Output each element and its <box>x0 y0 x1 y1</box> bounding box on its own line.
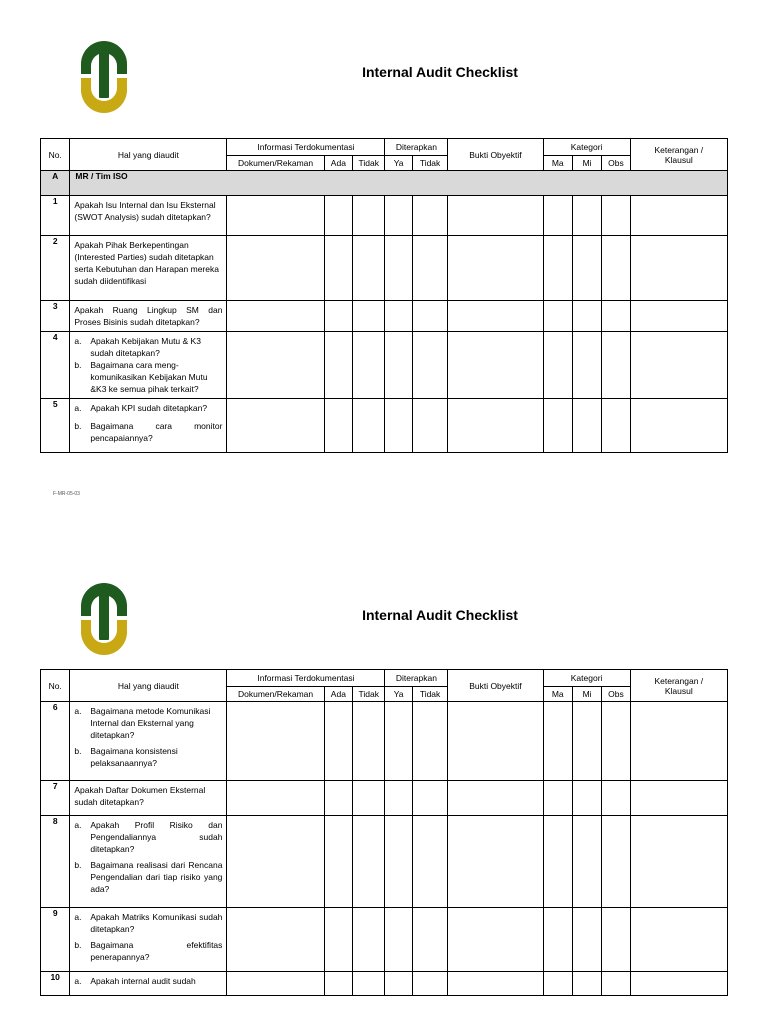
header-dokumen: Dokumen/Rekaman <box>227 156 324 171</box>
cell-ya[interactable] <box>385 399 412 453</box>
header-tidak-diterapkan: Tidak <box>412 156 447 171</box>
cell-dokumen[interactable] <box>227 301 324 332</box>
cell-ada[interactable] <box>324 908 352 972</box>
cell-tidak[interactable] <box>353 236 385 301</box>
cell-keterangan[interactable] <box>630 196 727 236</box>
cell-ma[interactable] <box>543 816 572 908</box>
cell-ma[interactable] <box>543 236 572 301</box>
cell-ya[interactable] <box>385 301 412 332</box>
cell-ma[interactable] <box>543 908 572 972</box>
cell-tidak-diterapkan[interactable] <box>412 702 447 781</box>
cell-ma[interactable] <box>543 702 572 781</box>
cell-ada[interactable] <box>324 399 352 453</box>
table-row <box>41 908 728 972</box>
cell-ma[interactable] <box>543 972 572 996</box>
cell-tidak-diterapkan[interactable] <box>412 196 447 236</box>
cell-bukti[interactable] <box>448 301 543 332</box>
cell-ma[interactable] <box>543 781 572 816</box>
cell-mi[interactable] <box>572 236 601 301</box>
cell-bukti[interactable] <box>448 816 543 908</box>
item-number: 2 <box>41 236 70 301</box>
cell-tidak-diterapkan[interactable] <box>412 236 447 301</box>
header-informasi: Informasi Terdokumentasi <box>227 670 385 687</box>
cell-mi[interactable] <box>572 301 601 332</box>
cell-keterangan[interactable] <box>630 781 727 816</box>
header-mi: Mi <box>572 156 601 171</box>
cell-dokumen[interactable] <box>227 781 324 816</box>
header-keterangan: Keterangan / Klausul <box>630 139 727 171</box>
header-diterapkan: Diterapkan <box>385 670 448 687</box>
cell-obs[interactable] <box>602 196 630 236</box>
cell-dokumen[interactable] <box>227 236 324 301</box>
cell-tidak-diterapkan[interactable] <box>412 816 447 908</box>
cell-keterangan[interactable] <box>630 908 727 972</box>
cell-ada[interactable] <box>324 972 352 996</box>
item-question-b: Bagaimana efektifitas penerapannya? <box>90 940 223 962</box>
cell-bukti[interactable] <box>448 702 543 781</box>
table-row <box>41 196 728 236</box>
cell-dokumen[interactable] <box>227 399 324 453</box>
header-tidak-diterapkan: Tidak <box>412 687 447 702</box>
cell-obs[interactable] <box>602 781 630 816</box>
cell-tidak-diterapkan[interactable] <box>412 781 447 816</box>
item-number: 9 <box>41 908 70 972</box>
cell-ma[interactable] <box>543 332 572 399</box>
item-number: 4 <box>41 332 70 399</box>
cell-ya[interactable] <box>385 908 412 972</box>
cell-obs[interactable] <box>602 702 630 781</box>
cell-tidak-diterapkan[interactable] <box>412 908 447 972</box>
section-label: MR / Tim ISO <box>70 171 728 196</box>
cell-keterangan[interactable] <box>630 301 727 332</box>
cell-tidak[interactable] <box>353 781 385 816</box>
cell-ya[interactable] <box>385 702 412 781</box>
audit-checklist-table <box>40 138 728 453</box>
table-row <box>41 816 728 908</box>
item-question: Apakah Isu Internal dan Isu Eksternal (SWOT Analysis) sudah ditetapkan? <box>74 200 216 222</box>
document-title: Internal Audit Checklist <box>362 607 518 623</box>
cell-dokumen[interactable] <box>227 816 324 908</box>
item-number: 6 <box>41 702 70 781</box>
table-row <box>41 332 728 399</box>
cell-obs[interactable] <box>602 816 630 908</box>
cell-bukti[interactable] <box>448 399 543 453</box>
item-question-b: Bagaimana cara monitor pencapaiannya? <box>90 421 223 443</box>
item-question-a: Apakah Kebijakan Mutu & K3 sudah ditetapkan? <box>90 336 201 358</box>
item-question-a: Apakah Matriks Komunikasi sudah ditetapkan? <box>90 912 223 934</box>
cell-mi[interactable] <box>572 972 601 996</box>
cell-ya[interactable] <box>385 781 412 816</box>
cell-keterangan[interactable] <box>630 816 727 908</box>
document-title: Internal Audit Checklist <box>362 64 518 80</box>
cell-keterangan[interactable] <box>630 236 727 301</box>
cell-bukti[interactable] <box>448 196 543 236</box>
cell-mi[interactable] <box>572 196 601 236</box>
cell-tidak-diterapkan[interactable] <box>412 332 447 399</box>
header-obs: Obs <box>602 156 630 171</box>
cell-ma[interactable] <box>543 399 572 453</box>
sub-letter-b: b. <box>74 746 82 756</box>
sub-letter-a: a. <box>74 403 82 413</box>
sub-letter-a: a. <box>74 706 82 716</box>
cell-keterangan[interactable] <box>630 702 727 781</box>
cell-bukti[interactable] <box>448 332 543 399</box>
cell-ada[interactable] <box>324 332 352 399</box>
cell-mi[interactable] <box>572 816 601 908</box>
cell-keterangan[interactable] <box>630 332 727 399</box>
cell-ada[interactable] <box>324 196 352 236</box>
cell-ada[interactable] <box>324 236 352 301</box>
audit-checklist-table <box>40 669 728 996</box>
header-ma: Ma <box>543 687 572 702</box>
cell-tidak[interactable] <box>353 301 385 332</box>
sub-letter-a: a. <box>74 912 82 922</box>
cell-ada[interactable] <box>324 816 352 908</box>
cell-mi[interactable] <box>572 332 601 399</box>
cell-ma[interactable] <box>543 196 572 236</box>
cell-tidak-diterapkan[interactable] <box>412 972 447 996</box>
cell-obs[interactable] <box>602 908 630 972</box>
cell-tidak[interactable] <box>353 908 385 972</box>
header-ada: Ada <box>324 156 352 171</box>
item-number: 5 <box>41 399 70 453</box>
cell-obs[interactable] <box>602 399 630 453</box>
cell-mi[interactable] <box>572 702 601 781</box>
header-diterapkan: Diterapkan <box>385 139 448 156</box>
cell-dokumen[interactable] <box>227 332 324 399</box>
item-number: 8 <box>41 816 70 908</box>
cell-obs[interactable] <box>602 332 630 399</box>
cell-dokumen[interactable] <box>227 972 324 996</box>
sub-letter-b: b. <box>74 860 82 870</box>
cell-ya[interactable] <box>385 196 412 236</box>
sub-letter-b: b. <box>74 360 82 370</box>
cell-obs[interactable] <box>602 236 630 301</box>
cell-tidak-diterapkan[interactable] <box>412 301 447 332</box>
cell-obs[interactable] <box>602 972 630 996</box>
item-number: 7 <box>41 781 70 816</box>
cell-ada[interactable] <box>324 781 352 816</box>
item-question-a: Apakah Profil Risiko dan Pengendaliannya sudah ditetapkan? <box>90 820 223 854</box>
header-keterangan: Keterangan / Klausul <box>630 670 727 702</box>
header-ya: Ya <box>385 156 412 171</box>
header-hal: Hal yang diaudit <box>70 670 227 702</box>
header-tidak: Tidak <box>353 156 385 171</box>
header-no: No. <box>41 670 70 702</box>
item-question-a: Apakah internal audit sudah <box>90 976 196 986</box>
cell-dokumen[interactable] <box>227 702 324 781</box>
item-question-b: Bagaimana konsistensi pelaksanaannya? <box>90 746 178 768</box>
table-row <box>41 399 728 453</box>
cell-tidak[interactable] <box>353 702 385 781</box>
cell-tidak-diterapkan[interactable] <box>412 399 447 453</box>
header-ma: Ma <box>543 156 572 171</box>
cell-ada[interactable] <box>324 301 352 332</box>
cell-tidak[interactable] <box>353 399 385 453</box>
section-row <box>41 171 728 196</box>
cell-dokumen[interactable] <box>227 908 324 972</box>
header-ya: Ya <box>385 687 412 702</box>
cell-ya[interactable] <box>385 332 412 399</box>
cell-bukti[interactable] <box>448 781 543 816</box>
cell-ada[interactable] <box>324 702 352 781</box>
cell-keterangan[interactable] <box>630 399 727 453</box>
table-row <box>41 236 728 301</box>
cell-tidak[interactable] <box>353 332 385 399</box>
item-question: Apakah Pihak Berkepentingan (Interested Parties) sudah ditetapkan serta Kebutuhan dan Harapan mereka sudah diidentifikasi <box>74 240 219 286</box>
cell-mi[interactable] <box>572 781 601 816</box>
header-dokumen: Dokumen/Rekaman <box>227 687 324 702</box>
table-row <box>41 781 728 816</box>
cell-tidak[interactable] <box>353 196 385 236</box>
header-bukti: Bukti Obyektif <box>448 139 543 171</box>
header-obs: Obs <box>602 687 630 702</box>
header-hal: Hal yang diaudit <box>70 139 227 171</box>
table-row <box>41 702 728 781</box>
header-ada: Ada <box>324 687 352 702</box>
item-number: 10 <box>41 972 70 996</box>
company-logo <box>80 580 128 656</box>
cell-mi[interactable] <box>572 399 601 453</box>
form-code: F-MR-05-03 <box>53 491 80 497</box>
item-question: Apakah Ruang Lingkup SM dan Proses Bisinis sudah ditetapkan? <box>74 305 223 327</box>
sub-letter-b: b. <box>74 421 82 431</box>
cell-tidak[interactable] <box>353 972 385 996</box>
item-number: 3 <box>41 301 70 332</box>
table-row <box>41 972 728 996</box>
table-row <box>41 301 728 332</box>
sub-letter-a: a. <box>74 820 82 830</box>
cell-bukti[interactable] <box>448 236 543 301</box>
cell-ma[interactable] <box>543 301 572 332</box>
header-kategori: Kategori <box>543 670 630 687</box>
item-question: Apakah Daftar Dokumen Eksternal sudah ditetapkan? <box>74 785 206 807</box>
section-code: A <box>41 171 70 196</box>
cell-ya[interactable] <box>385 236 412 301</box>
item-question-a: Bagaimana metode Komunikasi Internal dan Eksternal yang ditetapkan? <box>90 706 211 740</box>
cell-ya[interactable] <box>385 816 412 908</box>
cell-tidak[interactable] <box>353 816 385 908</box>
header-kategori: Kategori <box>543 139 630 156</box>
item-question-a: Apakah KPI sudah ditetapkan? <box>90 403 208 413</box>
cell-obs[interactable] <box>602 301 630 332</box>
header-tidak: Tidak <box>353 687 385 702</box>
item-question-b: Bagaimana cara meng-komunikasikan Kebijakan Mutu &K3 ke semua pihak terkait? <box>90 360 208 394</box>
sub-letter-a: a. <box>74 976 82 986</box>
item-number: 1 <box>41 196 70 236</box>
cell-dokumen[interactable] <box>227 196 324 236</box>
header-mi: Mi <box>572 687 601 702</box>
item-question-b: Bagaimana realisasi dari Rencana Pengendalian dari tiap risiko yang ada? <box>90 860 223 894</box>
cell-mi[interactable] <box>572 908 601 972</box>
header-bukti: Bukti Obyektif <box>448 670 543 702</box>
header-informasi: Informasi Terdokumentasi <box>227 139 385 156</box>
cell-bukti[interactable] <box>448 908 543 972</box>
sub-letter-b: b. <box>74 940 82 950</box>
company-logo <box>80 38 128 114</box>
cell-ya[interactable] <box>385 972 412 996</box>
cell-bukti[interactable] <box>448 972 543 996</box>
sub-letter-a: a. <box>74 336 82 346</box>
cell-keterangan[interactable] <box>630 972 727 996</box>
header-no: No. <box>41 139 70 171</box>
